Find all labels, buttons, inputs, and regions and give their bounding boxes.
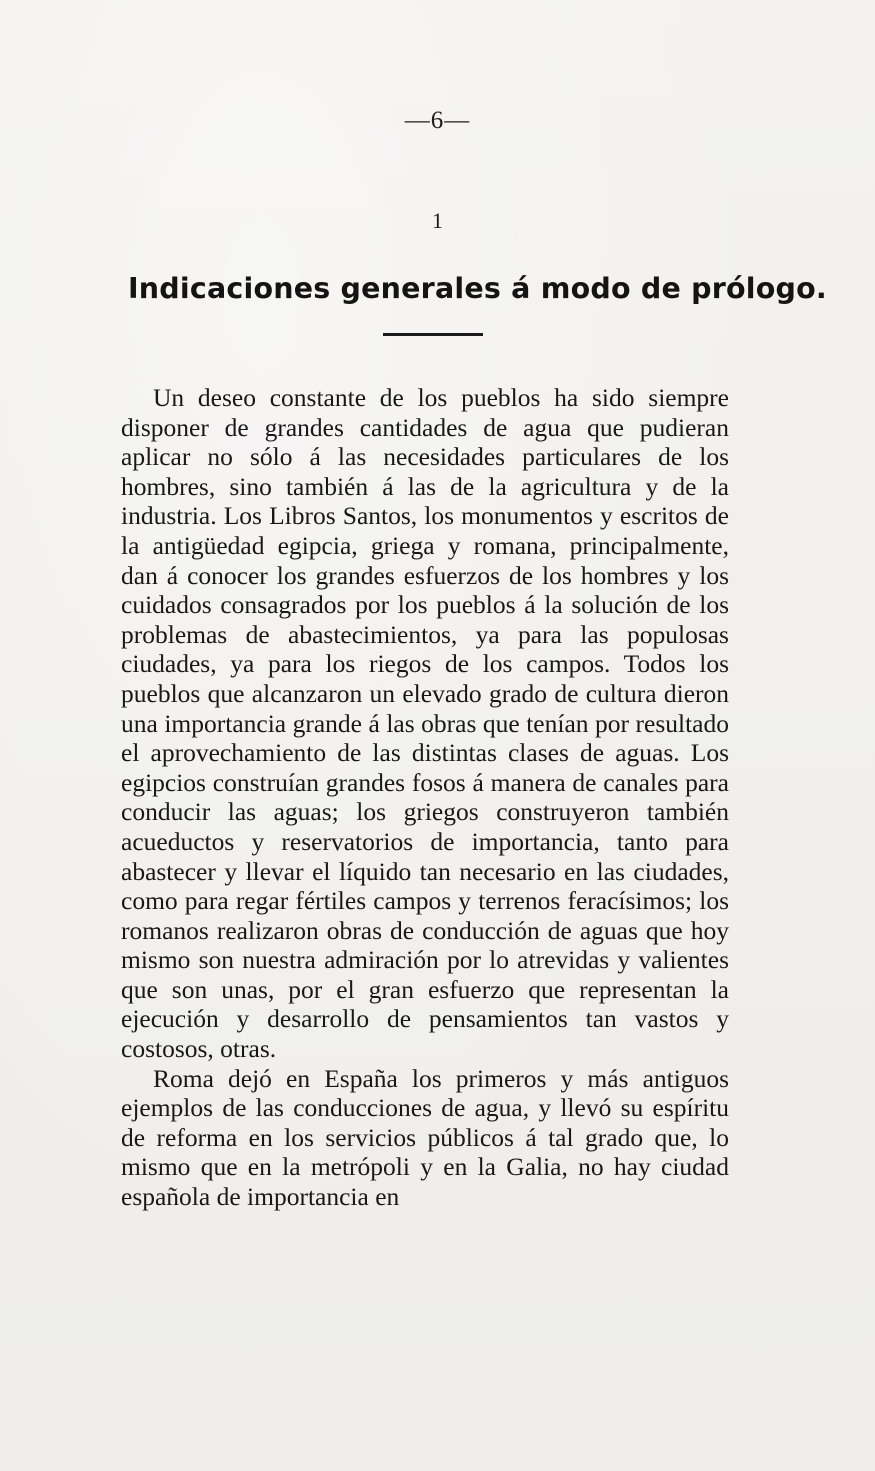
section-number: 1	[432, 208, 443, 233]
chapter-title: Indicaciones generales á modo de prólogo.	[128, 272, 827, 305]
paragraph-2: Roma dejó en España los primeros y más antiguos ejemplos de las conducciones de agua, y llevó su espíritu de reforma en los servicios públicos á tal grado que, lo mismo que en la metrópoli y en la Galia, no hay ciudad española de importancia en	[121, 1063, 729, 1212]
page-number: —6—	[404, 107, 471, 134]
title-divider	[383, 333, 483, 336]
paragraph-1: Un deseo constante de los pueblos ha sido siempre disponer de grandes cantidades de agua que pudieran aplicar no sólo á las necesidades particulares de los hombres, sino también á las de la agricultura y de la industria. Los Libros Santos, los monumentos y escritos de la antigüedad egipcia, griega y romana, principalmente, dan á conocer los grandes esfuerzos de los hombres y los cuidados consagrados por los pueblos á la solución de los problemas de abastecimientos, ya para las populosas ciudades, ya para los riegos de los campos. Todos los pueblos que alcanzaron un elevado grado de cultura dieron una importancia grande á las obras que tenían por resultado el aprovechamiento de las distintas clases de aguas. Los egipcios construían grandes fosos á manera de canales para conducir las aguas; los griegos construyeron también acueductos y reservatorios de importancia, tanto para abastecer y llevar el líquido tan necesario en las ciudades, como para regar fértiles campos y terrenos feracísimos; los romanos realizaron obras de conducción de aguas que hoy mismo son nuestra admiración por lo atrevidas y valientes que son unas, por el gran esfuerzo que representan la ejecución y desarrollo de pensamientos tan vastos y costosos, otras.	[121, 383, 729, 1064]
body-text	[121, 383, 729, 1212]
